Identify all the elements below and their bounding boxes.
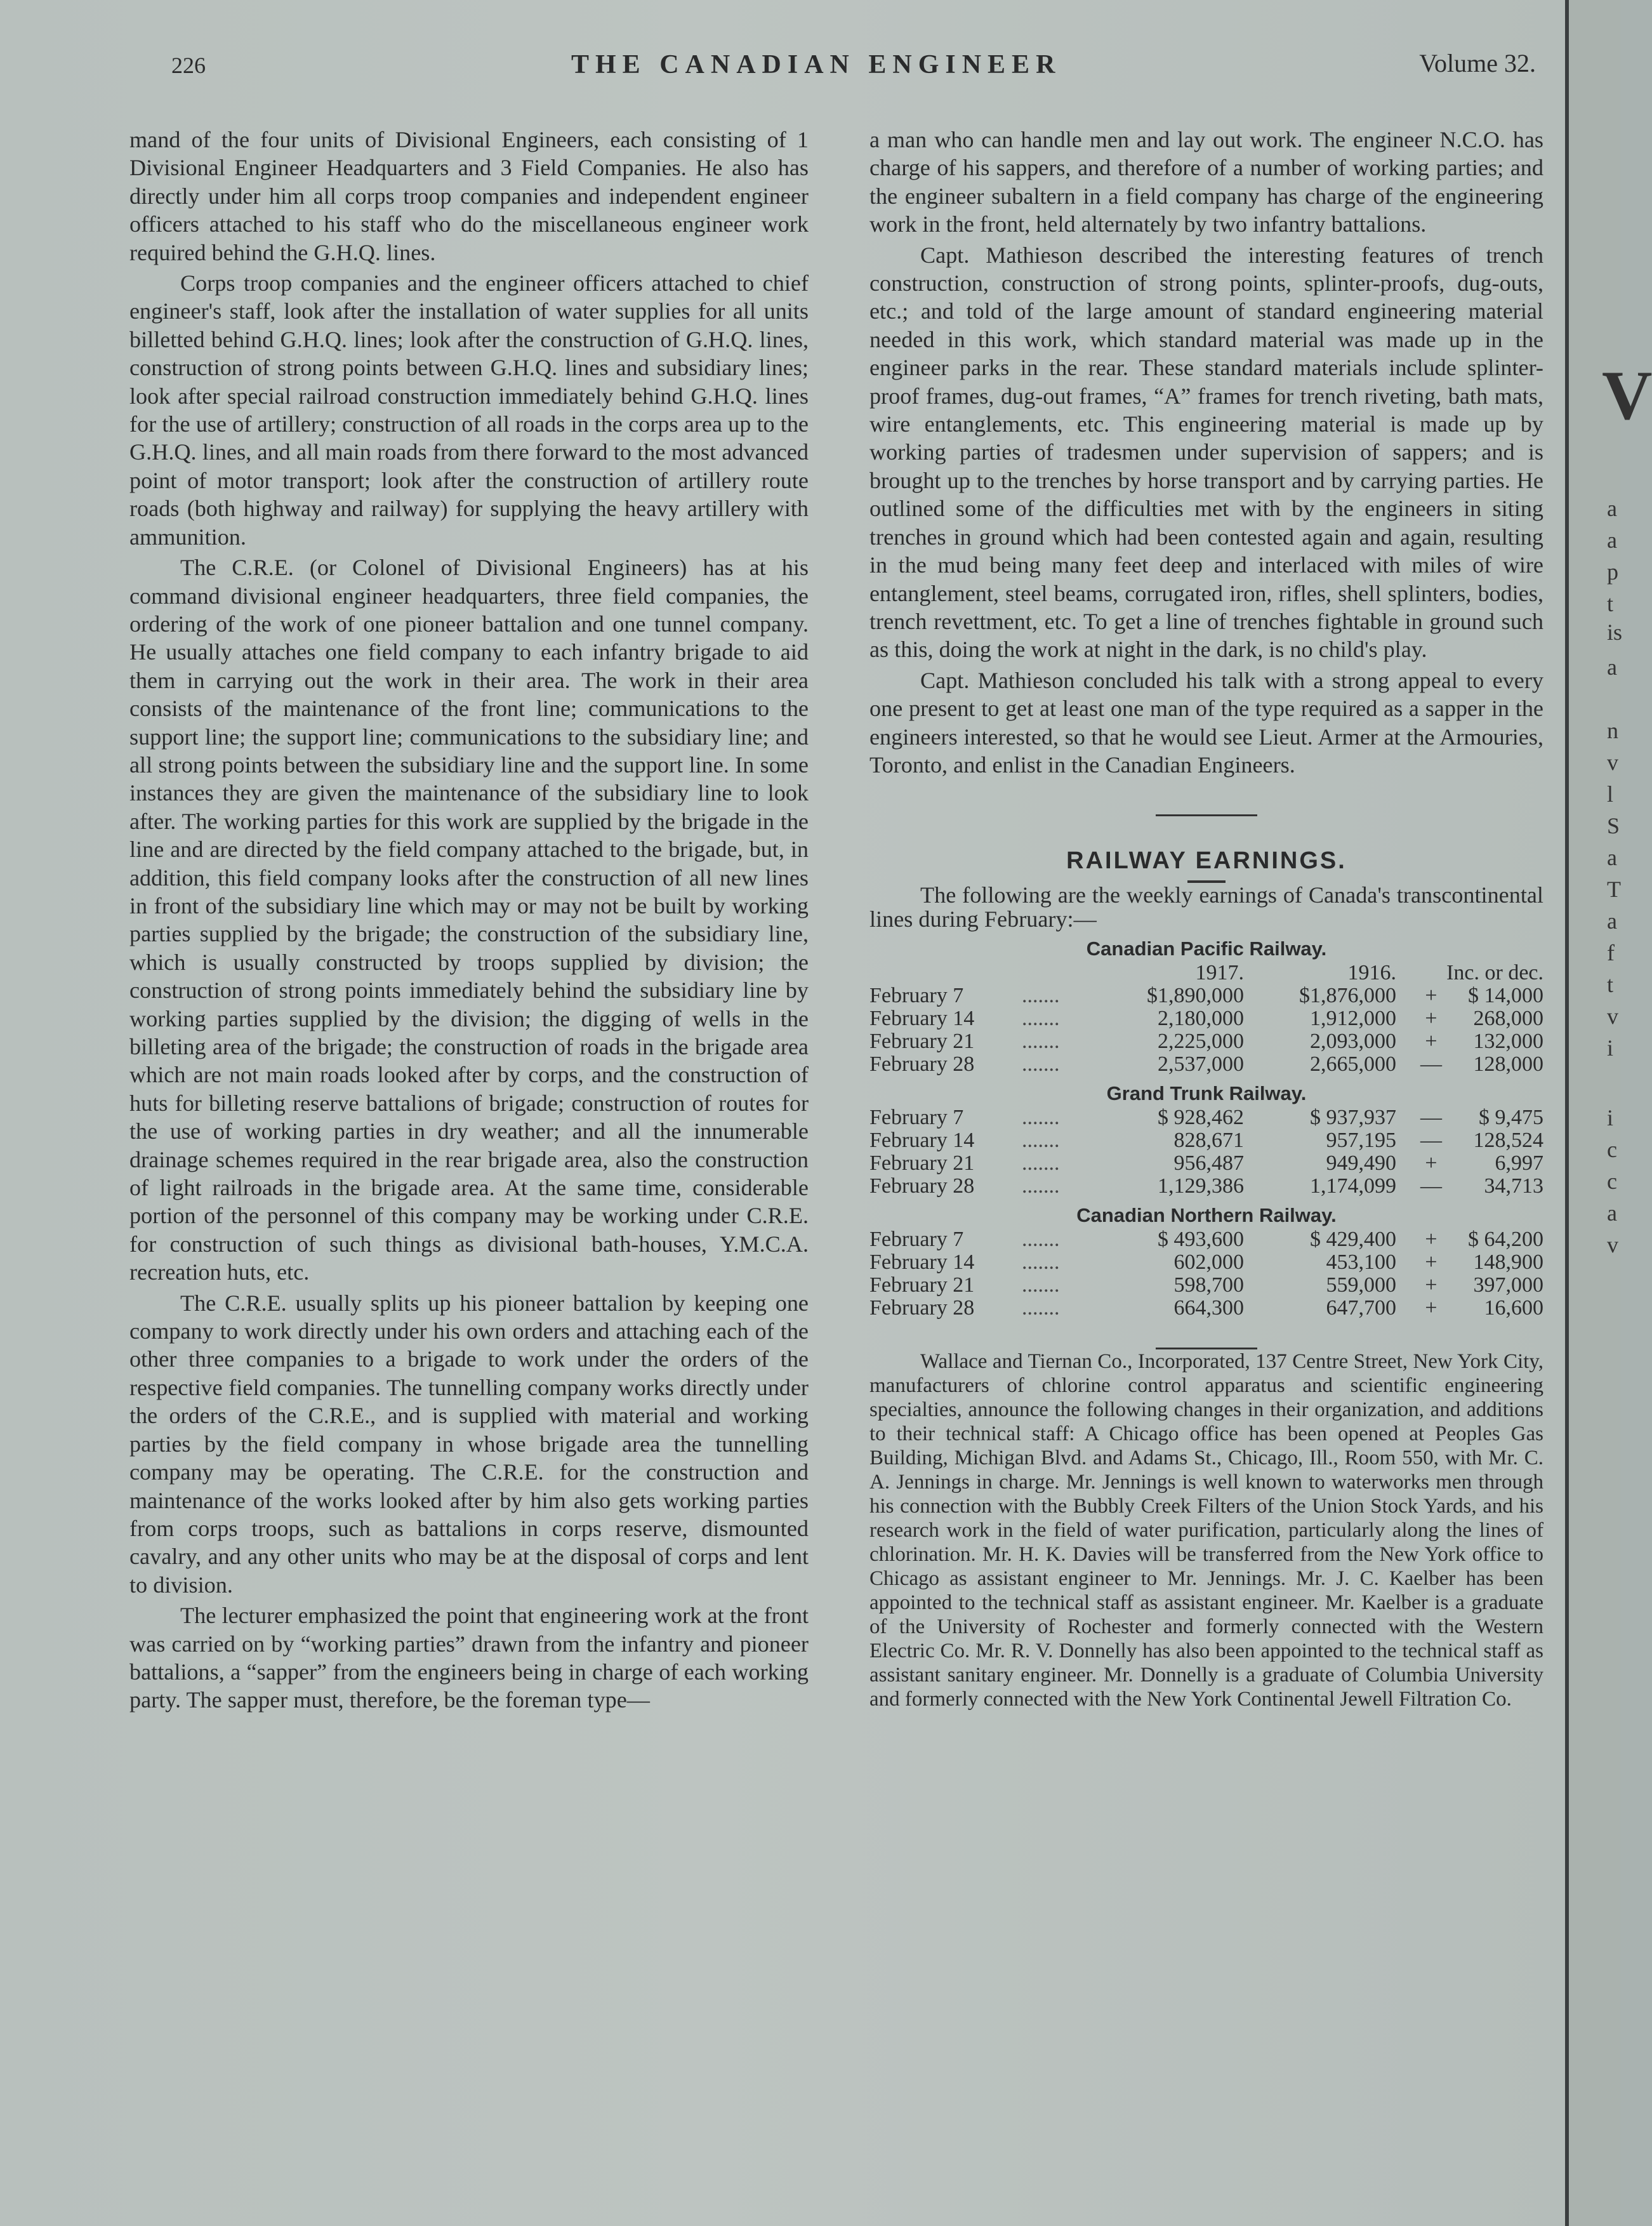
- value-1916-cell: 453,100: [1326, 1250, 1396, 1274]
- value-1917-cell: 664,300: [1173, 1295, 1244, 1320]
- table-row: [869, 984, 1543, 1007]
- company-notice: Wallace and Tiernan Co., Incorporated, 137 Centre Street, New York City, manufacturers of chlorine control apparatus and scientific engineering specialties, announce the following changes in their organization, and additions to their technical staff: A Chicago office has been opened at Peoples Gas Building, Michigan Blvd. and Adams St., Chicago, Ill., Room 550, with Mr. C. A. Jennings in charge. Mr. Jennings is well known to waterworks men through his connection with the Bubbly Creek Filters of the Union Stock Yards, and his research work in the field of water purification, particularly along the lines of chlorination. Mr. H. K. Davies will be transferred from the New York office to Chicago as assistant engineer to Mr. Jennings. Mr. J. C. Kaelber has been appointed to the technical staff as assistant engineer. Mr. Kaelber is a graduate of the University of Rochester and formerly connected with the Western Electric Co. Mr. R. V. Donnelly has also been appointed to the technical staff as assistant sanitary engineer. Mr. Donnelly is a graduate of Columbia University and formerly connected with the New York Continental Jewell Filtration Co.: [869, 1349, 1543, 1711]
- adjacent-page-fragment: a: [1607, 1200, 1617, 1226]
- earnings-table: [869, 1106, 1543, 1198]
- month-cell: February 21: [869, 1151, 975, 1175]
- adjacent-page-fragment: l: [1607, 781, 1614, 807]
- change-sign-cell: —: [1420, 1105, 1442, 1129]
- value-1916-cell: 2,665,000: [1310, 1052, 1396, 1076]
- company-heading: Canadian Pacific Railway.: [1086, 937, 1327, 960]
- value-1917-cell: 1,129,386: [1158, 1174, 1244, 1198]
- value-1916-cell: 957,195: [1326, 1128, 1396, 1152]
- leader-dots: .......: [1022, 1151, 1060, 1175]
- month-cell: February 14: [869, 1128, 975, 1152]
- adjacent-page-fragment: a: [1607, 908, 1617, 934]
- month-cell: February 28: [869, 1052, 975, 1076]
- month-cell: February 7: [869, 983, 964, 1007]
- value-1917-cell: 2,180,000: [1158, 1006, 1244, 1030]
- earnings-tables: [869, 936, 1543, 1320]
- change-cell: 148,900: [1473, 1250, 1543, 1274]
- value-1916-cell: 1,912,000: [1310, 1006, 1396, 1030]
- month-cell: February 28: [869, 1174, 975, 1198]
- year-header: 1917.: [1195, 960, 1244, 984]
- table-row: [869, 1297, 1543, 1320]
- month-cell: February 14: [869, 1006, 975, 1030]
- paragraph: The lecturer emphasized the point that engineering work at the front was carried on by “working parties” drawn from the infantry and pioneer battalions, a “sapper” from the engineers being in charge of each working party. The sapper must, therefore, be the foreman type—: [129, 1603, 809, 1713]
- table-row: [869, 1228, 1543, 1251]
- railway-earnings-intro: The following are the weekly earnings of Canada's transcontinental lines during February:—: [869, 882, 1543, 932]
- right-column: [869, 126, 1543, 1711]
- adjacent-page-fragment: c: [1607, 1169, 1617, 1194]
- change-cell: 132,000: [1473, 1029, 1543, 1053]
- value-1916-cell: $1,876,000: [1299, 983, 1396, 1007]
- table-row: [869, 1030, 1543, 1053]
- paragraph: a man who can handle men and lay out work. The engineer N.C.O. has charge of his sappers, and therefore of a number of working parties; and the engineer subaltern in a field company has charge of the engineering work in the front, held alternately by two infantry battalions.: [869, 127, 1543, 237]
- value-1916-cell: $ 937,937: [1310, 1105, 1396, 1129]
- table-row: [869, 1251, 1543, 1274]
- adjacent-page-fragment: v: [1607, 1232, 1618, 1257]
- table-row: [869, 1152, 1543, 1175]
- year-header: 1916.: [1347, 960, 1396, 984]
- page-number: 226: [171, 53, 206, 78]
- rows: [869, 1106, 1543, 1198]
- adjacent-page-edge: [1569, 0, 1652, 2226]
- section-divider: [1156, 814, 1257, 816]
- year-header-row: [869, 962, 1543, 984]
- change-cell: 6,997: [1495, 1151, 1543, 1175]
- table-row: [869, 1106, 1543, 1129]
- leader-dots: .......: [1022, 1105, 1060, 1129]
- value-1917-cell: $ 928,462: [1158, 1105, 1244, 1129]
- value-1917-cell: 956,487: [1173, 1151, 1244, 1175]
- value-1917-cell: 598,700: [1173, 1273, 1244, 1297]
- change-cell: 16,600: [1484, 1295, 1543, 1320]
- journal-title: THE CANADIAN ENGINEER: [571, 50, 1062, 79]
- adjacent-page-fragment: t: [1607, 972, 1614, 997]
- volume-label: Volume 32.: [1419, 49, 1536, 77]
- month-cell: February 28: [869, 1295, 975, 1320]
- change-sign-cell: +: [1425, 1273, 1437, 1297]
- change-sign-cell: +: [1425, 1006, 1437, 1030]
- change-cell: 268,000: [1473, 1006, 1543, 1030]
- table-row: [869, 1007, 1543, 1030]
- company-heading: Canadian Northern Railway.: [1076, 1203, 1337, 1226]
- value-1917-cell: 602,000: [1173, 1250, 1244, 1274]
- leader-dots: .......: [1022, 1273, 1060, 1297]
- month-cell: February 7: [869, 1227, 964, 1251]
- value-1916-cell: 647,700: [1326, 1295, 1396, 1320]
- rows: [869, 1228, 1543, 1320]
- month-cell: February 21: [869, 1029, 975, 1053]
- change-sign-cell: +: [1425, 1227, 1437, 1251]
- change-cell: $ 64,200: [1468, 1227, 1543, 1251]
- value-1917-cell: $ 493,600: [1158, 1227, 1244, 1251]
- change-sign-cell: —: [1420, 1174, 1442, 1198]
- change-cell: 397,000: [1473, 1273, 1543, 1297]
- change-sign-cell: —: [1420, 1128, 1442, 1152]
- adjacent-page-fragment: T: [1607, 877, 1621, 902]
- paragraph: Capt. Mathieson concluded his talk with a strong appeal to every one present to get at least one man of the type required as a sapper in the engineers interested, so that he would see Lieut. Armer at the Armouries, Toronto, and enlist in the Canadian Engineers.: [869, 667, 1543, 778]
- value-1916-cell: 949,490: [1326, 1151, 1396, 1175]
- leader-dots: .......: [1022, 1250, 1060, 1274]
- month-cell: February 7: [869, 1105, 964, 1129]
- leader-dots: .......: [1022, 1295, 1060, 1320]
- adjacent-page-fragment: a: [1607, 527, 1617, 553]
- paragraph: The C.R.E. usually splits up his pioneer battalion by keeping one company to work directly under his own orders and attaching each of the other three companies to a brigade to work under the orders of the respective field companies. The tunnelling company works directly under the orders of the C.R.E., and is supplied with material and working parties by the field company in whose brigade area the tunnelling company may be operating. The C.R.E. for the construction and maintenance of the works looked after by him also gets working parties from corps troops, such as battalions in corps reserve, dismounted cavalry, and any other units who may be at the disposal of corps and lent to division.: [129, 1290, 809, 1598]
- adjacent-page-fragment: n: [1607, 718, 1618, 743]
- adjacent-page-fragment: is: [1607, 619, 1623, 645]
- left-column: [129, 126, 809, 1714]
- change-sign-cell: +: [1425, 1295, 1437, 1320]
- paragraph: Corps troop companies and the engineer officers attached to chief engineer's staff, look after the installation of water supplies for all units billetted behind G.H.Q. lines; look after the construction of G.H.Q. lines, construction of strong points between G.H.Q. lines and subsidiary lines; look after special railroad construction immediately behind G.H.Q. lines for the use of artillery; construction of all roads in the corps area up to the G.H.Q. lines, and all main roads from there forward to the most advanced point of motor transport; look after the construction of artillery route roads (both highway and railway) for supplying the heavy artillery with ammunition.: [129, 270, 809, 550]
- leader-dots: .......: [1022, 1174, 1060, 1198]
- value-1917-cell: 2,225,000: [1158, 1029, 1244, 1053]
- adjacent-page-fragment: a: [1607, 845, 1617, 870]
- value-1916-cell: $ 429,400: [1310, 1227, 1396, 1251]
- adjacent-page-fragment: t: [1607, 591, 1614, 616]
- adjacent-page-fragment: i: [1607, 1105, 1614, 1130]
- adjacent-page-fragment: v: [1607, 1004, 1618, 1029]
- change-sign-cell: —: [1420, 1052, 1442, 1076]
- month-cell: February 21: [869, 1273, 975, 1297]
- value-1916-cell: 1,174,099: [1310, 1174, 1396, 1198]
- change-cell: 128,000: [1473, 1052, 1543, 1076]
- leader-dots: .......: [1022, 1052, 1060, 1076]
- table-row: [869, 1053, 1543, 1076]
- value-1916-cell: 2,093,000: [1310, 1029, 1396, 1053]
- adjacent-initial: V: [1602, 357, 1652, 434]
- earnings-table: [869, 1228, 1543, 1320]
- railway-earnings-title: RAILWAY EARNINGS.: [1066, 847, 1347, 875]
- paragraph: mand of the four units of Divisional Engineers, each consisting of 1 Divisional Engineer Headquarters and 3 Field Companies. He also has directly under him all corps troop companies and independent engineer officers attached to his staff who do the miscellaneous engineer work required behind the G.H.Q. lines.: [129, 127, 809, 265]
- rows: [869, 984, 1543, 1076]
- leader-dots: .......: [1022, 983, 1060, 1007]
- company-heading: Grand Trunk Railway.: [1106, 1082, 1307, 1104]
- change-cell: 34,713: [1484, 1174, 1543, 1198]
- change-cell: $ 9,475: [1479, 1105, 1543, 1129]
- value-1916-cell: 559,000: [1326, 1273, 1396, 1297]
- value-1917-cell: 2,537,000: [1158, 1052, 1244, 1076]
- change-sign-cell: +: [1425, 1029, 1437, 1053]
- adjacent-page-fragment: c: [1607, 1137, 1617, 1162]
- leader-dots: .......: [1022, 1227, 1060, 1251]
- paragraph: The C.R.E. (or Colonel of Divisional Engineers) has at his command divisional engineer headquarters, three field companies, the ordering of the work of one pioneer battalion and one tunnel company. He usually attaches one field company to each infantry brigade to aid them in carrying out the work in their area. The work in their area consists of the maintenance of the front line; communications to the support line; the support line; communications to the subsidiary line; and all strong points between the subsidiary line and the support line. In some instances they are given the maintenance of the subsidiary line to look after. The working parties for this work are supplied by the brigade in the line and are directed by the field company attached to the brigade, but, in addition, this field company looks after the construction of all new lines in front of the subsidiary line which may or may not be built by working parties supplied by the brigade; the construction of the subsidiary line, which is usually constructed by troops supplied by division; the construction of strong points immediately behind the subsidiary line by working parties supplied by the division; the digging of wells in the billeting area of the brigade; the construction of roads in the brigade area which are not main roads looked after by corps, and the construction of huts for billeting reserve battalions of brigade; construction of routes for the use of working parties in dry weather; and all the innumerable drainage schemes required in the rear brigade area, also the construction of light railroads in the brigade area. At the same time, considerable portion of the personnel of this company may be working under C.R.E. for construction of such things as divisional bath-houses, Y.M.C.A. recreation huts, etc.: [129, 555, 809, 1285]
- leader-dots: .......: [1022, 1006, 1060, 1030]
- change-sign-cell: +: [1425, 1151, 1437, 1175]
- table-row: [869, 1274, 1543, 1297]
- adjacent-page-fragment: a: [1607, 654, 1617, 680]
- value-1917-cell: 828,671: [1173, 1128, 1244, 1152]
- leader-dots: .......: [1022, 1029, 1060, 1053]
- adjacent-page-fragment: S: [1607, 813, 1620, 838]
- adjacent-page-fragment: v: [1607, 750, 1618, 775]
- table-row: [869, 1129, 1543, 1152]
- earnings-table: [869, 962, 1543, 1076]
- change-cell: 128,524: [1473, 1128, 1543, 1152]
- running-header: [152, 46, 1536, 84]
- month-cell: February 14: [869, 1250, 975, 1274]
- change-sign-cell: +: [1425, 983, 1437, 1007]
- change-header: Inc. or dec.: [1446, 960, 1543, 984]
- table-row: [869, 1175, 1543, 1198]
- paragraph: Capt. Mathieson described the interesting features of trench construction, construction of strong points, splinter-proofs, dug-outs, etc.; and told of the large amount of standard engineering material needed in this work, which standard material was made up in the engineer parks in the rear. These standard materials include splinter-proof frames, dug-out frames, “A” frames for trench riveting, bath mats, wire entanglements, etc. This engineering material is made up by working parties of tradesmen under supervision of sappers; and is brought up to the trenches by horse transport and by carrying parties. He outlined some of the difficulties met with by the engineers in siting trenches in ground which had been contested again and again, resulting in the mud being many feet deep and interlaced with miles of wire entanglement, steel beams, corrugated iron, rifles, shell splinters, bodies, trench revettment, etc. To get a line of trenches fightable in ground such as this, doing the work at night in the dark, is no child's play.: [869, 242, 1543, 663]
- value-1917-cell: $1,890,000: [1147, 983, 1244, 1007]
- adjacent-page-fragment: a: [1607, 496, 1617, 521]
- change-cell: $ 14,000: [1468, 983, 1543, 1007]
- adjacent-page-fragment: i: [1607, 1035, 1614, 1061]
- leader-dots: .......: [1022, 1128, 1060, 1152]
- adjacent-page-fragment: p: [1607, 559, 1618, 585]
- adjacent-page-fragment: f: [1607, 940, 1615, 965]
- change-sign-cell: +: [1425, 1250, 1437, 1274]
